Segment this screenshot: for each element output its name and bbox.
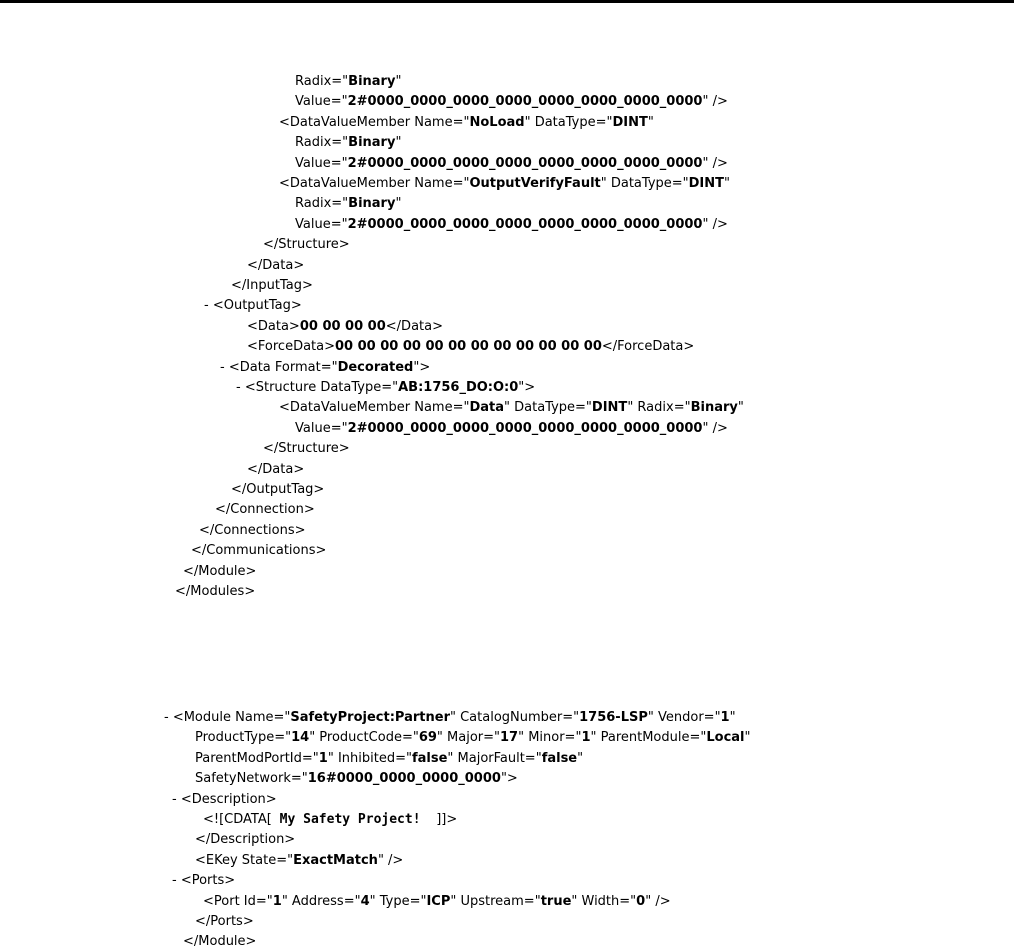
xml-markup: <DataValueMember Name=" [279,400,470,416]
xml-markup: </Data> [385,318,443,334]
xml-value: 2#0000_0000_0000_0000_0000_0000_0000_0000 [347,155,703,171]
xml-value: 2#0000_0000_0000_0000_0000_0000_0000_0000 [347,94,703,110]
xml-markup: ProductType=" [195,730,292,746]
xml-line [215,500,315,520]
xml-line[interactable] [220,358,430,378]
xml-markup: " [737,400,744,416]
xml-value: 14 [291,730,310,746]
xml-value: 2#0000_0000_0000_0000_0000_0000_0000_0000 [347,420,703,436]
xml-value: DINT [612,114,648,130]
xml-line [183,932,256,952]
xml-markup: " Width=" [571,893,637,909]
xml-markup: </Module> [183,563,257,579]
xml-markup: " [395,196,402,212]
xml-line[interactable] [172,871,235,891]
xml-line [295,194,401,214]
xml-value: SafetyProject:Partner [290,710,450,725]
xml-line [295,419,728,439]
xml-markup: <DataValueMember Name=" [279,176,470,191]
xml-markup: <Module Name=" [172,710,291,725]
xml-markup: " [647,114,654,130]
xml-markup: " ProductCode=" [309,730,419,746]
xml-markup: Value=" [295,94,348,110]
xml-markup: <Data Format=" [228,359,338,375]
xml-line [231,276,313,296]
xml-value: Binary [348,196,396,212]
xml-value: ICP [426,893,451,909]
xml-value: true [540,893,572,909]
xml-line [199,521,306,541]
xml-markup: Value=" [295,155,348,171]
xml-line [195,749,583,769]
xml-markup: " /> [702,216,728,232]
collapse-toggle[interactable]: - [172,791,181,807]
xml-value: Data [469,400,505,416]
xml-line [247,460,304,480]
xml-value: 4 [360,893,370,909]
xml-markup: </Data> [247,257,305,273]
collapse-toggle[interactable]: - [220,359,229,375]
xml-value: 1756-LSP [579,710,648,725]
xml-line[interactable] [172,790,277,810]
xml-line [295,154,728,174]
xml-markup: " Minor=" [518,730,582,746]
xml-markup: <Description> [180,791,277,807]
xml-markup: Radix=" [295,196,349,212]
xml-markup: </ForceData> [601,339,695,355]
xml-markup: ParentModPortId=" [195,750,319,766]
collapse-toggle[interactable]: - [204,298,213,314]
xml-value: DINT [688,176,725,191]
xml-markup: " /> [702,94,728,110]
xml-line [247,256,304,276]
xml-markup: " Major=" [436,730,500,746]
xml-markup: " Radix=" [627,400,691,416]
xml-value: Binary [348,135,396,151]
xml-markup: </Connections> [199,522,306,538]
xml-markup: " Type=" [369,893,427,909]
xml-markup: </Connection> [215,502,315,518]
xml-value: 16#0000_0000_0000_0000 [307,771,501,787]
xml-value: 17 [499,730,519,746]
xml-value: 1 [720,710,730,725]
xml-value: 0 [636,893,646,909]
xml-line [263,235,350,255]
xml-markup: </Data> [247,461,305,477]
xml-markup: </Modules> [175,584,256,599]
xml-line [295,133,401,153]
xml-value: false [411,750,448,766]
xml-line[interactable] [236,378,535,398]
xml-value: false [541,750,578,766]
xml-markup: " /> [702,420,728,436]
xml-markup: Value=" [295,420,348,436]
xml-line [195,830,295,850]
xml-markup: <![CDATA[ [203,812,272,827]
xml-markup: " MajorFault=" [447,750,542,766]
xml-value: Binary [690,400,738,416]
xml-markup: " [729,710,736,725]
xml-line [279,398,744,418]
xml-markup: SafetyNetwork=" [195,771,308,787]
xml-line [295,72,401,92]
xml-value: Binary [348,74,396,89]
xml-markup: " [744,730,751,746]
xml-markup: Radix=" [295,135,349,151]
xml-markup: </Module> [183,934,257,950]
xml-line [195,912,254,932]
xml-markup: " DataType=" [600,176,689,191]
xml-markup: <ForceData> [247,339,335,355]
xml-markup: " DataType=" [524,114,613,130]
xml-markup: " Upstream=" [450,893,541,909]
xml-markup: </Description> [195,832,296,848]
xml-line[interactable] [204,296,302,316]
xml-markup: <Ports> [180,873,236,889]
xml-line [203,810,457,830]
xml-line [263,439,350,459]
xml-markup: </OutputTag> [231,482,325,497]
xml-markup: Radix=" [295,74,349,89]
xml-line[interactable] [164,708,736,728]
xml-markup: " /> [645,893,671,909]
xml-line [191,541,326,561]
xml-markup: " CatalogNumber=" [449,710,580,725]
xml-markup: "> [413,359,431,375]
xml-markup: </Communications> [191,543,327,559]
xml-markup: " /> [702,155,728,171]
xml-value: AB:1756_DO:O:0 [398,380,519,395]
xml-markup: " ParentModule=" [590,730,707,746]
xml-markup: " DataType=" [504,400,592,416]
xml-markup: "> [518,380,536,395]
xml-value: 00 00 00 00 [299,318,386,334]
xml-markup: " Address=" [281,893,361,909]
xml-value: Local [706,730,745,746]
xml-value: ExactMatch [293,852,378,868]
xml-value: 1 [581,730,591,746]
xml-line [279,113,654,133]
xml-markup: ]]> [436,812,458,827]
xml-value: OutputVerifyFault [469,176,601,191]
xml-value: 00 00 00 00 00 00 00 00 00 00 00 00 [335,339,602,355]
xml-line [195,851,403,871]
xml-markup: " Vendor=" [647,710,721,725]
xml-markup: <EKey State=" [195,852,294,868]
xml-line [175,582,255,602]
xml-line [279,174,730,194]
xml-markup: </InputTag> [231,278,313,293]
xml-value: 2#0000_0000_0000_0000_0000_0000_0000_0000 [347,216,703,232]
xml-markup: " [395,74,402,89]
xml-line [195,769,518,789]
xml-line [295,215,728,235]
xml-markup: </Structure> [263,441,350,457]
xml-markup: </Structure> [263,237,350,253]
xml-value: Decorated [337,359,414,375]
cdata-text: My Safety Project! [271,812,437,827]
xml-value: DINT [591,400,628,416]
xml-markup: " Inhibited=" [327,750,412,766]
xml-markup: <Port Id=" [203,893,273,909]
xml-markup: " [395,135,402,151]
collapse-toggle[interactable]: - [164,710,173,725]
xml-line [247,317,443,337]
xml-markup: <OutputTag> [212,298,302,314]
xml-line [247,337,694,357]
top-border [0,0,1014,3]
collapse-toggle[interactable]: - [172,873,181,889]
xml-line [195,728,751,748]
xml-markup: <DataValueMember Name=" [279,114,470,130]
xml-value: NoLoad [469,114,525,130]
xml-markup: <Structure DataType=" [244,380,399,395]
collapse-toggle[interactable]: - [236,380,245,395]
xml-markup: </Ports> [195,914,254,929]
xml-markup: " [577,750,584,766]
xml-markup: "> [500,771,518,787]
xml-line [295,92,728,112]
xml-markup: " [724,176,731,191]
xml-value: 1 [318,750,328,766]
xml-line [231,480,324,500]
xml-markup: Value=" [295,216,348,232]
xml-line [203,892,671,912]
xml-value: 69 [418,730,437,746]
xml-value: 1 [272,893,282,909]
xml-markup: " /> [377,852,404,868]
xml-markup: <Data> [247,318,300,334]
xml-line [183,562,256,582]
